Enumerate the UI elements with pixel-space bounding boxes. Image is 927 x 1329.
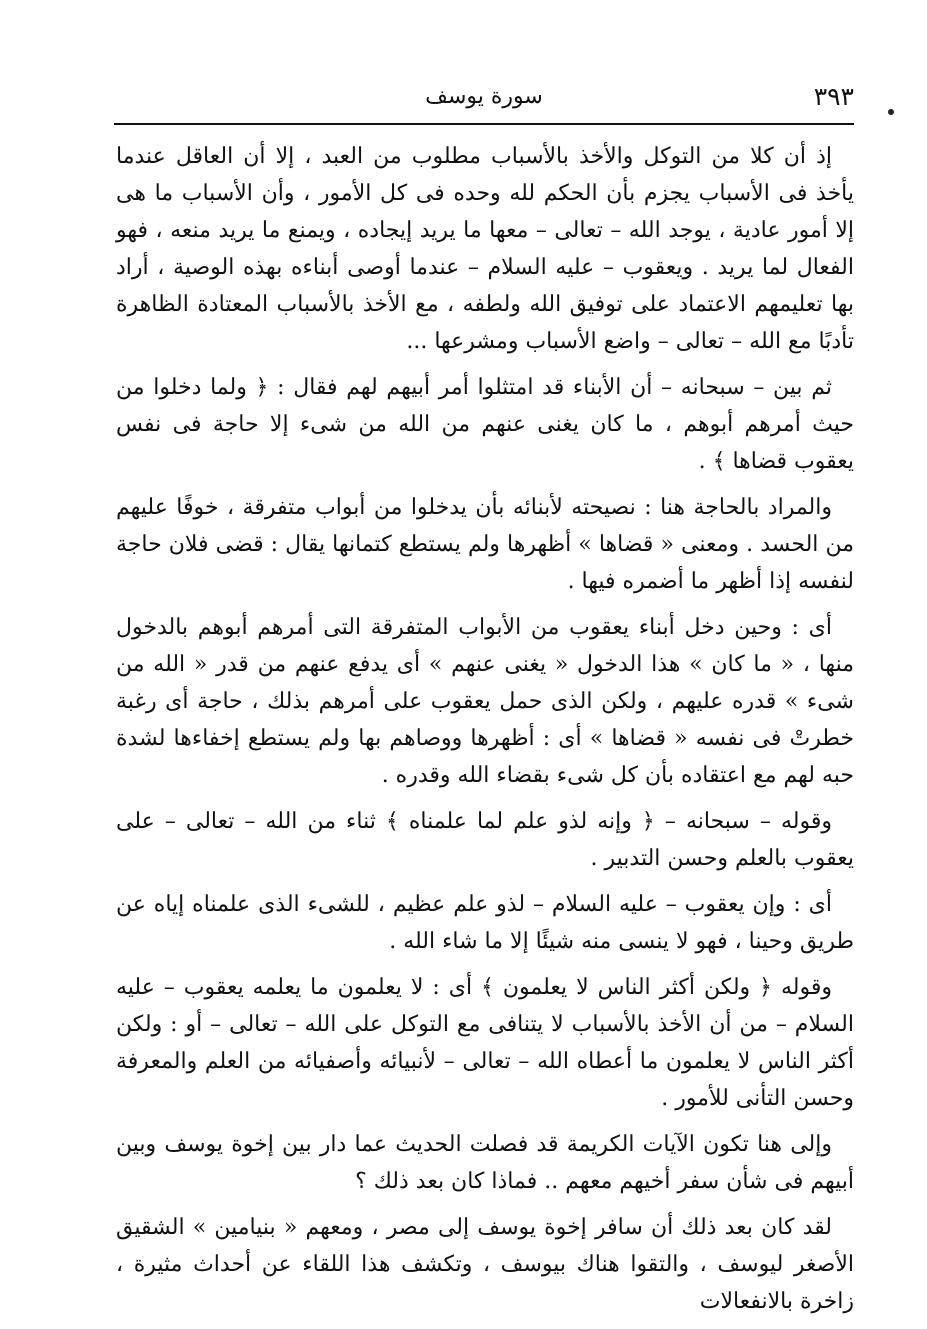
header-rule [114, 123, 854, 125]
paragraph-5: وقوله – سبحانه – ﴿ وإنه لذو علم لما علمناه ﴾ ثناء من الله – تعالى – على يعقوب بالعلم وحسن التدبير . [116, 809, 854, 871]
paragraph-6: أى : وإن يعقوب – عليه السلام – لذو علم عظيم ، للشىء الذى علمناه إياه عن طريق وحينا ، فهو لا ينسى منه شيئًا إلا ما شاء الله . [116, 892, 854, 954]
page-header [118, 78, 854, 118]
paragraph-1: إذ أن كلا من التوكل والأخذ بالأسباب مطلوب من العبد ، إلا أن العاقل عندما يأخذ فى الأسباب يجزم بأن الحكم لله وحده فى كل الأمور ، وأن الأسباب ما هى إلا أمور عادية ، يوجد الله – تعالى – معها ما يريد إيجاده ، ويمنع ما يريد منعه ، فهو الفعال لما يريد . ويعقوب – عليه السلام – عندما أوصى أبناءه بهذه الوصية ، أراد بها تعليمهم الاعتماد على توفيق الله ولطفه ، مع الأخذ بالأسباب المعتادة الظاهرة تأدبًا مع الله – تعالى – واضع الأسباب ومشرعها ... [116, 144, 854, 354]
paragraph-9: لقد كان بعد ذلك أن سافر إخوة يوسف إلى مصر ، ومعهم « بنيامين » الشقيق الأصغر ليوسف ، والتقوا هناك بيوسف ، وتكشف هذا اللقاء عن أحداث مثيرة ، زاخرة بالانفعالات [116, 1215, 854, 1314]
running-title: سورة يوسف [425, 84, 543, 109]
paragraph-2: ثم بين – سبحانه – أن الأبناء قد امتثلوا أمر أبيهم لهم فقال : ﴿ ولما دخلوا من حيث أمرهم أبوهم ، ما كان يغنى عنهم من الله من شىء إلا حاجة فى نفس يعقوب قضاها ﴾ . [116, 375, 854, 474]
paragraph-4: أى : وحين دخل أبناء يعقوب من الأبواب المتفرقة التى أمرهم أبوهم بالدخول منها ، « ما كان » هذا الدخول « يغنى عنهم » أى يدفع عنهم من قدر « الله من شىء » قدره عليهم ، ولكن الذى حمل يعقوب على أمرهم بذلك ، حاجة أى رغبة خطرتْ فى نفسه « قضاها » أى : أظهرها ووصاهم بها ولم يستطع إخفاءها لشدة حبه لهم مع اعتقاده بأن كل شىء بقضاء الله وقدره . [116, 615, 854, 788]
paragraph-8: وإلى هنا تكون الآيات الكريمة قد فصلت الحديث عما دار بين إخوة يوسف وبين أبيهم فى شأن سفر أخيهم معهم .. فماذا كان بعد ذلك ؟ [116, 1132, 854, 1194]
paragraph-3: والمراد بالحاجة هنا : نصيحته لأبنائه بأن يدخلوا من أبواب متفرقة ، خوفًا عليهم من الحسد . ومعنى « قضاها » أظهرها ولم يستطع كتمانها يقال : قضى فلان حاجة لنفسه إذا أظهر ما أضمره فيها . [116, 495, 854, 594]
paragraph-7: وقوله ﴿ ولكن أكثر الناس لا يعلمون ﴾ أى : لا يعلمون ما يعلمه يعقوب – عليه السلام – من أن الأخذ بالأسباب لا يتنافى مع التوكل على الله – تعالى – أو : ولكن أكثر الناس لا يعلمون ما أعطاه الله – تعالى – لأنبيائه وأصفيائه من العلم والمعرفة وحسن التأنى للأمور . [116, 975, 854, 1111]
page-number: ٣٩٣ [813, 82, 854, 111]
margin-dot [888, 109, 894, 115]
body-text [116, 138, 854, 1329]
